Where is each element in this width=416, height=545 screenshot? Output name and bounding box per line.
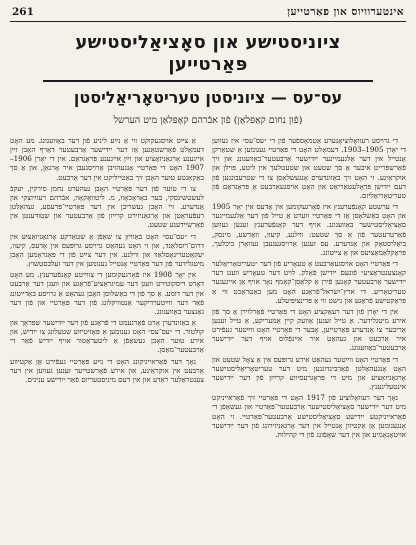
title-rule <box>43 80 373 82</box>
paragraph: אַ צײַט אויסגעקוקט ווי אַ נײַע ליניע פֿון דער באַוועגונג. מע האָט דעמאָלט פֿאַרשטאַנען אַז דער ייִדישער אַרבעטער דאַרף האָבן זײַן אייגענע אָרגאַניזאַציע און זײַן אייגענע פּראָגראַם. אין די יאָרן 1906–1907 האָט די פּאַרטיי אָנגעהויבן אַרויסגעבן איר אָרגאַן, און אַ סך באַקאַנטע טוער האָבן זיך באַטייליקט אין דער אַרבעט. <box>10 136 204 182</box>
article-title: ציוניסטישע און סאָציאַליסטישע פּאַרטייען <box>75 32 341 75</box>
paragraph: נאָך דער רעוואָלוציע פֿון 1917 האָט די פּאַרטיי זיך פֿאַראייניקט מיט דער ייִדישער סאָציאַליסטישער אַרבעטער־פּאַרטיי און געשאַפֿן די פֿאַראייניקטע ייִדישע סאָציאַליסטישע אַרבעטער־פּאַרטיי. זי האָט אָנגענומען אַן אַקטיוון אָנטייל אין דער אָרגאַניזירונג פֿון דער ייִדישער אויטאָנאָמיע און אין דער שאַפֿונג פֿון די קהילות. <box>212 393 406 439</box>
paragraph: נאָך דער פֿאַראייניקונג האָט די נײַע פּאַרטיי געפֿירט אַן אַקטיווע אַרבעט אין אוקראַינע, און אירע פֿאָרשטייער זענען געווען אין דער צענטראַלער ראַדע און אין דעם מיניסטעריום פֿאַר ייִדישע ענינים. <box>10 356 204 384</box>
paragraph: אַ באַזונדערן אָרט פֿאַרנעמט די פֿראַגע פֿון דער ייִדישער שפּראַך און קולטור. די ״עס־עס״ האָט גענומען אַ פּאָזיטיווע שטעלונג צו ייִדיש, און אירע טוער האָבן געשאַפֿן אַ ליטעראַטור אויף ייִדיש פֿאַר די אַרבעטער־מאַסן. <box>10 317 204 355</box>
paragraph: די גרויסע רעוואָלוציאָנערע אַטמאָספֿער פֿון די ״עס־עס״ איז געווען די יאָרן ‎1903–1905‎. דעמאָלט האָט די פּאַרטיי גענומען אַ שטאַרקן אָנטייל אין דער אַלגעמיינער ייִדישער אַרבעטער־באַוועגונג און זיך פֿאַרשפּרייט איבער אַ סך שטעט און שטעטלעך אין ליטע, פּוילן און אוקראַינע. זי האָט זיך באַזונדערס אָנגעשלאָסן צו די שטרעבונגען פֿון דעם ייִדישן פּראָלעטאַריאַט און האָט אויסגעאַרבעט אַ פּראָגראַם פֿון טעריטאָריאַליזם. <box>212 136 406 200</box>
paragraph: די פּאַרטיי האָט ווײַטער געהאַט אירע גרופּעס אין אַ צאָל שטעט און האָט אָנגעהאַלטן פֿאַרבינדונגען מיט דער טעריטאָריאַליסטישער אָרגאַניזאַציע און מיט די פּראָגרעסיווע קרײַזן פֿון דער ייִדישער אינטעליגענץ. <box>212 354 406 392</box>
paragraph: צו די טוער פֿון דער פּאַרטיי האָבן געהערט נחמן סירקין, יעקבֿ לעשטשינסקי, בער באָראָכאָוו, מ. ליטוואַקאָוו, אבֿרהם רעוויוצקי און אַנדערע. זיי האָבן געשריבן אין דער פּאַרטיי־פּרעסע, געהאַלטן רעפֿעראַטן און אָרגאַניזירט קרײַזן פֿון אַרבעטער און שטודענטן אין פֿאַרשיידענע שטעט. <box>10 183 204 230</box>
article-subtitle: עס־עס — ציוניסטן טעריטאָריאַליסטן <box>73 88 343 108</box>
page-number: 261 <box>12 6 34 18</box>
paragraph: די פּאַרטיי האָט אויסגעאַרבעט אַ טעאָריע פֿון דער ״טעריטאָריאַלער קאָנצענטראַציע״ פֿונעם ייִדישן פֿאָלק. לויט דער טעאָריע וועט דער ייִדישער אַרבעטער קאָנען פֿירן אַ קלאַסן־קאַמף נאָר אויף אַן אייגענער טעריטאָריע. די ארץ־ישׂראל־פֿראַגע האָט מען באַטראַכט ווי אַ פּראַקטישע פֿראַגע און נישט ווי אַ פּרינציפּיעלע. <box>212 259 406 305</box>
column-left <box>10 136 204 537</box>
text-columns <box>10 136 406 537</box>
running-head <box>10 6 406 22</box>
paragraph: אין די יאָרן פֿון דער רעאַקציע האָט די פּאַרטיי פֿאַרלוירן אַ סך פֿון אירע מיטגלידער. אַ טייל זענען אַוועק קיין אַמעריקע, אַ טייל זענען אַריבער צו אַנדערע פּאַרטייען. אָבער די פּאַרטיי האָט ווײַטער געפֿירט איר אַרבעט און געהאַט איר אײַנפֿלוס אויף דער ייִדישער אַרבעטער־באַוועגונג. <box>212 306 406 353</box>
paragraph: אין יאָר 1908 איז פֿאָרגעקומען די צווייטע קאָנפֿערענץ. מע האָט דאָרט דיסקוטירט וועגן דער עמיגראַציע־פֿראַגע און וועגן דער אַרבעט אין דער דומע. אַ סך פֿון די באַשלוסן האָבן געהאַט אַ גרויסע באַדײַטונג פֿאַר דער ווײַטערדיקער אַנטוויקלונג פֿון דער פּאַרטיי און פֿון דער גאַנצער באַוועגונג. <box>10 270 204 316</box>
byline: (פֿון נחום קאַפּלאַן) פֿון אבֿרהם קאָפּלאַן מיט הערשל <box>113 115 303 127</box>
paragraph: די ערשטע קאָנפֿערענץ איז פֿאָרגעקומען אין אָדעס אין יאָר 1905 און האָט באַשלאָסן אַז די פּאַרטיי ווערט אַ טייל פֿון דער אַלגעמיינער סאָציאַליסטישער באַוועגונג. אויף דער קאָנפֿערענץ זענען געווען פֿאַרטרעטער פֿון אַ סך שטעט: ווילנע, קיעוו, וואַרשע, מינסק, ביאַליסטאָק און אַנדערע. עס זענען אַרויסגעגעבן געוואָרן ביכלעך, פּראָקלאַמאַציעס און אַ צייטונג. <box>212 202 406 257</box>
column-right <box>212 136 406 537</box>
paragraph: די ״עס־עס״ האָט באַוויזן צו שאַפֿן אַ שטאַרקע אָרגאַניזאַציע אין דרום־רוסלאַנד, און זי האָט געהאַט גרויסע גרופּעס אין אָדעס, קיעוו, יעקאַטערינאָסלאַוו און ווילנע. אין דער צײַט פֿון די פּאָגראָמען האָבן מיטגלידער פֿון דער פּאַרטיי אָנטייל גענומען אין דער זעלבסטשוץ. <box>10 231 204 269</box>
article-header <box>43 32 373 126</box>
running-title: אינטערוויוס און פאַרטייען <box>287 6 404 18</box>
